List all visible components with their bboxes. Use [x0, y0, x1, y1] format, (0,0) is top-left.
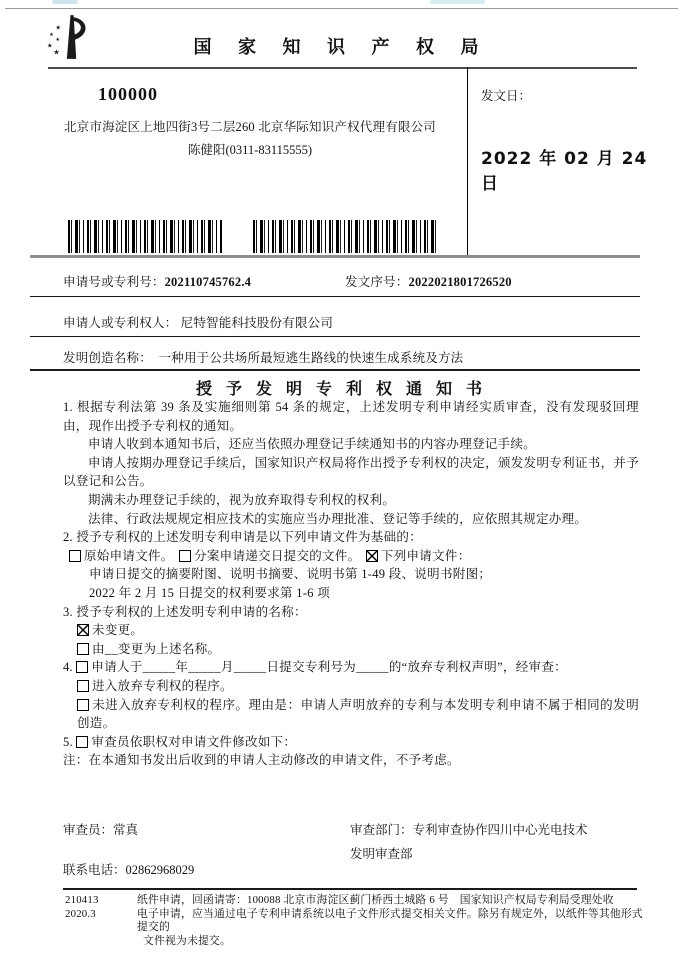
row-divider [30, 336, 640, 337]
item-2-checkbox-row [63, 547, 639, 566]
item-5-number: 5. [63, 734, 73, 749]
phone-value: 02862968029 [125, 863, 195, 877]
item-4-number: 4. [63, 660, 73, 675]
checkbox-icon [76, 661, 88, 673]
checkbox-not-enter-waiver-row [63, 696, 639, 733]
paragraph-1: 1. 根据专利法第 39 条及实施细则第 54 条的规定，上述发明专利申请经实质审查，没有发现驳回理由，现作出授予专利权的通知。 [63, 400, 639, 433]
checkbox-label: 下列申请文件： [380, 548, 471, 563]
phone-label: 联系电话： [63, 863, 126, 877]
invention-name-row [63, 348, 640, 366]
checkbox-changed-row [63, 640, 639, 659]
application-number-row [63, 272, 640, 290]
serial-number-value: 2022021801726520 [408, 275, 512, 289]
application-number-value: 202110745762.4 [164, 275, 252, 289]
footer-divider [63, 888, 637, 890]
department-value-line-2: 发明审查部 [350, 847, 413, 861]
checkbox-label: 进入放弃专利权的程序。 [92, 678, 233, 693]
svg-text:★: ★ [55, 37, 61, 44]
issue-date-block [481, 86, 661, 194]
paragraph-4: 期满未办理登记手续的，视为放弃取得专利权的权利。 [88, 492, 396, 507]
item-4-label: 申请人于_____年_____月_____日提交专利号为_____的“放弃专利权声明”，经审查： [91, 660, 567, 675]
row-divider [30, 369, 640, 371]
checkbox-division-files [179, 549, 360, 563]
checkbox-following-files [366, 549, 471, 563]
vertical-divider [467, 67, 468, 257]
applicant-value: 尼特智能科技股份有限公司 [180, 316, 334, 330]
recipient-address: 北京市海淀区上地四街3号二层260 北京华际知识产权代理有限公司 [63, 120, 437, 134]
checkbox-label: 由__变更为上述名称。 [92, 641, 221, 656]
mailing-block [40, 84, 460, 158]
item-2-heading: 2. 授予专利权的上述发明专利申请是以下列申请文件为基础的： [63, 530, 423, 545]
item-3-heading: 3. 授予专利权的上述发明专利申请的名称： [63, 604, 307, 619]
document-title: 授 予 发 明 专 利 权 通 知 书 [195, 381, 487, 398]
department-row [350, 820, 588, 838]
checkbox-label: 原始申请文件。 [84, 548, 174, 563]
barcode-left [68, 220, 222, 253]
svg-text:★: ★ [55, 24, 61, 32]
department-block [350, 820, 588, 862]
scan-artifact [430, 0, 485, 4]
checkbox-checked-icon [366, 550, 378, 562]
department-label: 审查部门： [350, 823, 413, 837]
paragraph-2: 申请人收到本通知书后，还应当依照办理登记手续通知书的内容办理登记手续。 [88, 437, 537, 452]
checkbox-checked-icon [77, 624, 89, 636]
phone-row [63, 860, 194, 878]
item-5-row [63, 733, 639, 752]
checkbox-icon [76, 736, 88, 748]
footer-form-code: 210413 [65, 894, 99, 906]
agency-name: 国 家 知 识 产 权 局 [193, 37, 490, 57]
svg-text:★: ★ [49, 31, 54, 38]
svg-text:★: ★ [53, 47, 60, 57]
barcode-right [253, 220, 437, 253]
issue-date-label: 发文日： [481, 89, 532, 103]
footer [65, 894, 650, 948]
notice-body [63, 398, 639, 770]
examiner-label: 审查员： [63, 823, 114, 837]
checkbox-original-files [69, 549, 174, 563]
item-4-row [63, 658, 639, 677]
checkbox-icon [179, 550, 191, 562]
application-number-label: 申请号或专利号： [63, 275, 165, 289]
footer-electronic-instruction-line-2: 文件视为未提交。 [143, 934, 231, 947]
checkbox-label: 未进入放弃专利权的程序。理由是：申请人声明放弃的专利与本发明专利申请不属于相同的发明创造。 [77, 697, 639, 731]
serial-number-label: 发文序号： [345, 275, 409, 289]
scan-edge-line [5, 8, 678, 9]
postal-code: 100000 [98, 84, 158, 104]
checkbox-icon [77, 643, 89, 655]
checkbox-icon [69, 550, 81, 562]
recipient-contact: 陈健阳(0311-83115555) [187, 143, 313, 157]
svg-text:★: ★ [47, 42, 53, 50]
paragraph-3: 申请人按期办理登记手续后，国家知识产权局将作出授予专利权的决定，颁发发明专利证书，并予以登记和公告。 [63, 455, 639, 489]
checkbox-icon [77, 680, 89, 692]
checkbox-icon [77, 699, 89, 711]
note-line: 注：在本通知书发出后收到的申请人主动修改的申请文件，不予考虑。 [63, 753, 460, 768]
footer-paper-instruction: 纸件申请，回函请寄：100088 北京市海淀区蓟门桥西土城路 6 号 国家知识产权局专利局受理处收 [137, 894, 614, 906]
paragraph-5: 法律、行政法规规定相应技术的实施应当办理批准、登记等手续的，应依照其规定办理。 [88, 511, 588, 526]
files-detail-line-1: 申请日提交的摘要附图、说明书摘要、说明书第 1-49 段、说明书附图； [89, 567, 492, 582]
files-detail-line-2: 2022 年 2 月 15 日提交的权利要求第 1-6 项 [89, 585, 330, 600]
scan-artifact [52, 0, 78, 4]
checkbox-label: 未变更。 [92, 623, 144, 638]
footer-form-date: 2020.3 [65, 907, 96, 920]
header-divider [48, 67, 637, 69]
footer-electronic-instruction-line-1: 电子申请，应当通过电子专利申请系统以电子文件形式提交相关文件。除另有规定外，以纸件等其他形式提交的 [137, 907, 643, 933]
checkbox-unchanged-row [63, 621, 639, 640]
invention-name-value: 一种用于公共场所最短逃生路线的快速生成系统及方法 [158, 351, 464, 365]
footer-spacer [65, 935, 129, 949]
item-5-label: 审查员依职权对申请文件修改如下： [91, 734, 297, 749]
issue-date-value: 2022 年 02 月 24 日 [481, 149, 648, 194]
row-divider [30, 296, 640, 297]
invention-name-label: 发明创造名称： [63, 351, 152, 365]
checkbox-label: 分案申请递交日提交的文件。 [194, 548, 361, 563]
checkbox-enter-waiver-row [63, 677, 639, 696]
department-value: 专利审查协作四川中心光电技术 [412, 823, 588, 837]
signature-block [63, 820, 640, 877]
applicant-label: 申请人或专利权人： [63, 316, 178, 330]
applicant-row [63, 313, 640, 331]
serial-number-pair [345, 272, 512, 290]
examiner-name: 常真 [113, 823, 139, 837]
section-divider-thick [30, 255, 640, 258]
